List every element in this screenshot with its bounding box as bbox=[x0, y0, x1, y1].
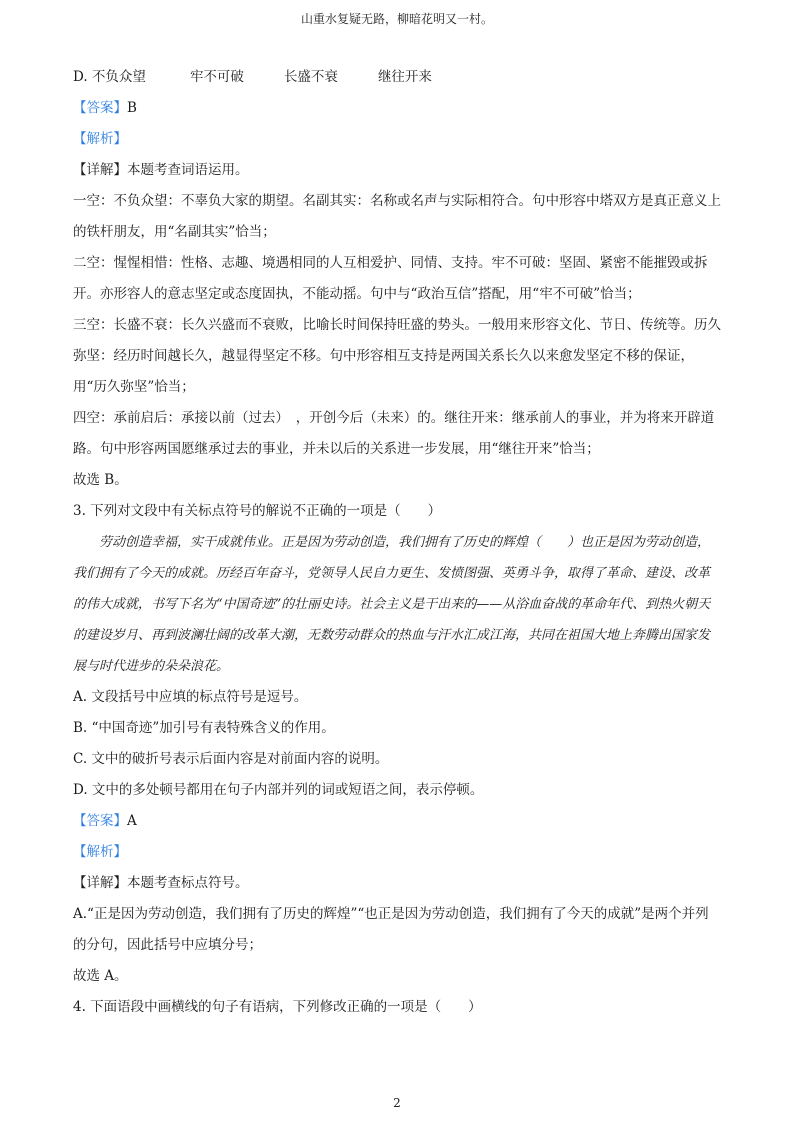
q2-detail: 【详解】本题考查词语运用。 bbox=[73, 162, 249, 178]
q3-option-b: B. “中国奇迹”加引号有表特殊含义的作用。 bbox=[73, 720, 335, 736]
q3-passage: 劳动创造幸福，实干成就伟业。正是因为劳动创造，我们拥有了历史的辉煌（ ）也正是因为劳动创造，我们拥有了今天的成就。历经百年奋斗，党领导人民自力更生、发愤图强、英勇斗争，取得了革命、建设、改革的伟大成就，书写下名为“中国奇迹”的壮丽史诗。社会主义是干出来的——从浴血奋战的革命年代、到热火朝天的建设岁月、再到波澜壮阔的改革大潮，无数劳动群众的热血与汗水汇成江海，共同在祖国大地上奔腾出国家发展与时代进步的朵朵浪花。 bbox=[73, 535, 711, 674]
q3-option-c: C. 文中的破折号表示后面内容是对前面内容的说明。 bbox=[73, 751, 389, 767]
q3-detail: 【详解】本题考查标点符号。 bbox=[73, 875, 249, 891]
q3-conclusion: 故选 A。 bbox=[73, 968, 128, 984]
option-d-word-3: 长盛不衰 bbox=[283, 69, 338, 85]
q2-blank-2: 二空：惺惺相惜：性格、志趣、境遇相同的人互相爱护、同情、支持。牢不可破：坚固、紧密不能摧毁或拆开。亦形容人的意志坚定或态度固执，不能动摇。句中与“政治互信”搭配，用“牢不可破”恰当； bbox=[73, 255, 708, 302]
answer-label: 【答案】 bbox=[73, 813, 127, 829]
page-content bbox=[73, 62, 721, 1023]
page-header: 山重水复疑无路，柳暗花明又一村。 bbox=[300, 12, 493, 26]
q4-question: 4. 下面语段中画横线的句子有语病，下列修改正确的一项是（ ） bbox=[73, 999, 482, 1015]
page-number: 2 bbox=[393, 1096, 401, 1110]
q3-option-d: D. 文中的多处顿号都用在句子内部并列的词或短语之间，表示停顿。 bbox=[73, 782, 484, 798]
q3-analysis-label: 【解析】 bbox=[73, 844, 127, 860]
answer-value: B bbox=[127, 100, 137, 116]
option-d-word-2: 牢不可破 bbox=[189, 69, 244, 85]
answer-value: A bbox=[127, 813, 137, 829]
q3-answer bbox=[73, 806, 721, 837]
q2-blank-4: 四空：承前启后：承接以前（过去） ，开创今后（未来）的。继往开来：继承前人的事业，并为将来开辟道路。句中形容两国愿继承过去的事业，并未以后的关系进一步发展，用“继往开来”恰当； bbox=[73, 410, 715, 457]
q2-conclusion: 故选 B。 bbox=[73, 472, 128, 488]
q2-analysis-label: 【解析】 bbox=[73, 131, 127, 147]
q2-blank-3: 三空：长盛不衰：长久兴盛而不衰败，比喻长时间保持旺盛的势头。一般用来形容文化、节日、传统等。历久弥坚：经历时间越长久，越显得坚定不移。句中形容相互支持是两国关系长久以来愈发坚定不移的保证，用“历久弥坚”恰当； bbox=[73, 317, 721, 395]
option-d-word-1: D. 不负众望 bbox=[73, 69, 146, 85]
option-d-word-4: 继往开来 bbox=[377, 69, 432, 85]
q2-answer bbox=[73, 93, 721, 124]
answer-label: 【答案】 bbox=[73, 100, 127, 116]
q3-explanation: A.“正是因为劳动创造，我们拥有了历史的辉煌”“也正是因为劳动创造，我们拥有了今天的成就”是两个并列的分句，因此括号中应填分号； bbox=[73, 906, 709, 953]
q3-question: 3. 下列对文段中有关标点符号的解说不正确的一项是（ ） bbox=[73, 503, 442, 519]
q2-option-d bbox=[73, 62, 721, 93]
q3-option-a: A. 文段括号中应填的标点符号是逗号。 bbox=[73, 689, 308, 705]
q2-blank-1: 一空：不负众望：不辜负大家的期望。名副其实：名称或名声与实际相符合。句中形容中塔双方是真正意义上的铁杆朋友，用“名副其实”恰当； bbox=[73, 193, 721, 240]
